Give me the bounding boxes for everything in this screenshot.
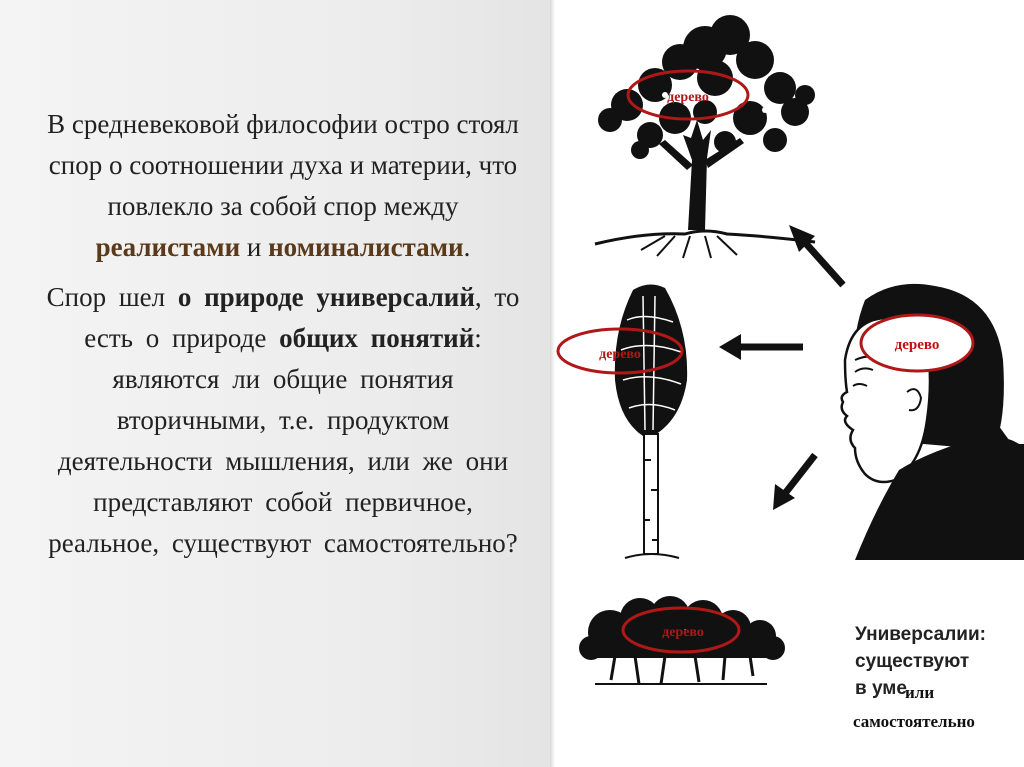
- universals-illustration: [555, 0, 1024, 767]
- paragraph-dispute-text: В средневековой философии остро стоял спор о соотношении духа и материи, что повлекло за собой спор между: [47, 109, 519, 221]
- paragraph-universals-middle: , то есть о природе: [84, 282, 520, 353]
- conjunction-text: и: [240, 232, 269, 262]
- arrow-to-tree: [789, 225, 843, 285]
- birch-label: дерево: [599, 347, 641, 362]
- arrow-to-birch: [719, 334, 803, 360]
- caption-line-2: существуют: [855, 651, 970, 672]
- paragraph-dispute: [40, 104, 526, 268]
- general-concepts-term: общих понятий: [279, 323, 475, 353]
- caption-line-1: Универсалии:: [855, 624, 986, 645]
- universals-term: о природе универсалий: [177, 282, 475, 312]
- bush-label: дерево: [662, 625, 704, 640]
- caption-self: самостоятельно: [853, 712, 975, 731]
- paragraph-universals: [40, 277, 526, 564]
- caption-or: или: [905, 683, 935, 702]
- tree-label: дерево: [667, 90, 709, 105]
- realists-term: реалистами: [95, 232, 241, 262]
- arrow-to-bush: [773, 455, 815, 510]
- head-label: дерево: [894, 337, 940, 353]
- paragraph-universals-end: : являются ли общие понятия вторичными, т.е. продуктом деятельности мышления, или же они представляют собой первичное, реальное, существуют самостоятельно?: [48, 323, 518, 558]
- tree-illustration: [595, 15, 815, 258]
- period-text: .: [463, 232, 471, 262]
- nominalists-term: номиналистами: [268, 232, 464, 262]
- illustration-panel: [555, 0, 1024, 767]
- caption-line-3: в уме: [855, 678, 907, 699]
- birch-illustration: [615, 284, 687, 558]
- universals-caption: [853, 624, 986, 731]
- main-text: [40, 104, 526, 564]
- paragraph-universals-start: Спор шел: [46, 282, 178, 312]
